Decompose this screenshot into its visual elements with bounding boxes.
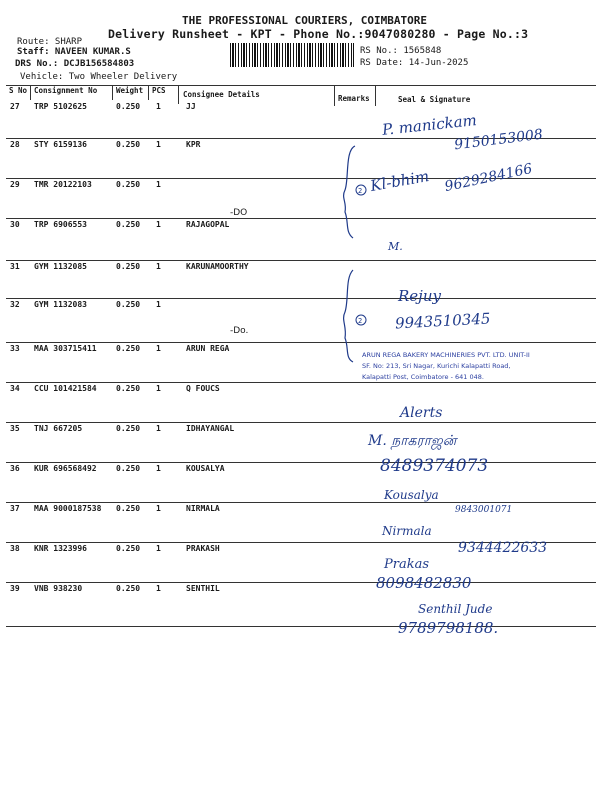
row-separator bbox=[6, 422, 596, 423]
phone-handwritten: 8098482830 bbox=[376, 574, 472, 592]
row-separator bbox=[6, 342, 596, 343]
row-separator bbox=[6, 502, 596, 503]
col-consignee: Consignee Details bbox=[183, 90, 260, 99]
cell-name: RAJAGOPAL bbox=[186, 220, 230, 229]
row-separator bbox=[6, 298, 596, 299]
cell-pcs: 1 bbox=[156, 220, 161, 229]
signature: P. manickam bbox=[381, 111, 478, 139]
cell-wt: 0.250 bbox=[116, 544, 141, 553]
cell-cons: MAA 9000187538 bbox=[34, 504, 102, 513]
cell-sno: 34 bbox=[10, 384, 20, 393]
row-separator bbox=[6, 218, 596, 219]
cell-pcs: 1 bbox=[156, 344, 161, 353]
cell-cons: TRP 5102625 bbox=[34, 102, 87, 111]
cell-name: SENTHIL bbox=[186, 584, 220, 593]
signature: Prakas bbox=[384, 557, 430, 572]
cell-pcs: 1 bbox=[156, 262, 161, 271]
cell-sno: 36 bbox=[10, 464, 20, 473]
cell-name: KPR bbox=[186, 140, 201, 149]
cell-sno: 29 bbox=[10, 180, 20, 189]
col-weight: Weight bbox=[116, 86, 144, 95]
phone-handwritten: 9150153008 bbox=[453, 126, 544, 154]
signature: Rejuy bbox=[398, 287, 441, 305]
cell-cons: TNJ 667205 bbox=[34, 424, 83, 433]
cell-name: KOUSALYA bbox=[186, 464, 225, 473]
signature: Nirmala bbox=[382, 524, 432, 538]
ditto-mark: -Do. bbox=[230, 326, 249, 336]
signature: M. bbox=[388, 240, 403, 253]
col-sno: S No bbox=[9, 86, 28, 95]
row-separator bbox=[6, 582, 596, 583]
cell-sno: 38 bbox=[10, 544, 20, 553]
cell-pcs: 1 bbox=[156, 464, 161, 473]
cell-wt: 0.250 bbox=[116, 262, 141, 271]
col-consignment: Consignment No bbox=[34, 86, 98, 95]
cell-name: NIRMALA bbox=[186, 504, 220, 513]
runsheet-title: Delivery Runsheet - KPT - Phone No.:9047080280 - Page No.:3 bbox=[108, 27, 529, 41]
stamp-line: SF. No: 213, Sri Nagar, Kurichi Kalapatti Road, bbox=[362, 362, 511, 370]
signature: M. நாகராஜன் bbox=[368, 433, 457, 449]
stamp-line: ARUN REGA BAKERY MACHINERIES PVT. LTD. UNIT-II bbox=[362, 351, 530, 359]
cell-cons: GYM 1132083 bbox=[34, 300, 87, 309]
ditto-mark: -DO bbox=[230, 208, 248, 218]
cell-cons: GYM 1132085 bbox=[34, 262, 87, 271]
col-seal: Seal & Signature bbox=[398, 95, 471, 104]
phone-handwritten: 9843001071 bbox=[455, 505, 513, 515]
cell-sno: 28 bbox=[10, 140, 20, 149]
cell-name: JJ bbox=[186, 102, 196, 111]
remarks-brace-marks bbox=[335, 140, 375, 370]
cell-sno: 27 bbox=[10, 102, 20, 111]
cell-name: ARUN REGA bbox=[186, 344, 230, 353]
cell-cons: KNR 1323996 bbox=[34, 544, 87, 553]
cell-cons: TRP 6906553 bbox=[34, 220, 87, 229]
cell-wt: 0.250 bbox=[116, 584, 141, 593]
cell-pcs: 1 bbox=[156, 584, 161, 593]
rs-date: RS Date: 14-Jun-2025 bbox=[360, 58, 469, 68]
cell-wt: 0.250 bbox=[116, 180, 141, 189]
cell-pcs: 1 bbox=[156, 102, 161, 111]
row-separator bbox=[6, 626, 596, 627]
phone-handwritten: 8489374073 bbox=[380, 456, 489, 476]
cell-sno: 30 bbox=[10, 220, 20, 229]
staff: Staff: NAVEEN KUMAR.S bbox=[17, 47, 131, 57]
cell-pcs: 1 bbox=[156, 544, 161, 553]
cell-pcs: 1 bbox=[156, 180, 161, 189]
col-remarks: Remarks bbox=[338, 94, 370, 103]
signature: Senthil Jude bbox=[418, 602, 493, 616]
cell-cons: MAA 303715411 bbox=[34, 344, 97, 353]
cell-pcs: 1 bbox=[156, 504, 161, 513]
row-separator bbox=[6, 462, 596, 463]
cell-sno: 39 bbox=[10, 584, 20, 593]
company-name: THE PROFESSIONAL COURIERS, COIMBATORE bbox=[182, 14, 428, 27]
cell-wt: 0.250 bbox=[116, 344, 141, 353]
cell-name: Q FOUCS bbox=[186, 384, 220, 393]
vehicle: Vehicle: Two Wheeler Delivery bbox=[20, 72, 178, 82]
cell-sno: 32 bbox=[10, 300, 20, 309]
stamp-line: Kalapatti Post, Coimbatore - 641 048. bbox=[362, 373, 484, 381]
cell-wt: 0.250 bbox=[116, 220, 141, 229]
cell-wt: 0.250 bbox=[116, 102, 141, 111]
phone-handwritten: 9789798188. bbox=[398, 619, 499, 637]
phone-handwritten: 9344422633 bbox=[458, 540, 548, 556]
cell-pcs: 1 bbox=[156, 384, 161, 393]
cell-wt: 0.250 bbox=[116, 424, 141, 433]
cell-name: KARUNAMOORTHY bbox=[186, 262, 249, 271]
barcode bbox=[230, 43, 354, 67]
cell-wt: 0.250 bbox=[116, 504, 141, 513]
rs-number: RS No.: 1565848 bbox=[360, 46, 442, 56]
svg-text:2: 2 bbox=[358, 187, 363, 195]
cell-wt: 0.250 bbox=[116, 140, 141, 149]
cell-cons: CCU 101421584 bbox=[34, 384, 97, 393]
cell-sno: 35 bbox=[10, 424, 20, 433]
signature: Kousalya bbox=[384, 488, 439, 502]
cell-sno: 31 bbox=[10, 262, 20, 271]
signature: Alerts bbox=[400, 405, 443, 421]
col-pcs: PCS bbox=[152, 86, 166, 95]
phone-handwritten: 9943510345 bbox=[394, 309, 491, 333]
cell-cons: KUR 696568492 bbox=[34, 464, 97, 473]
cell-cons: TMR 20122103 bbox=[34, 180, 92, 189]
drs-number: DRS No.: DCJB156584803 bbox=[15, 59, 135, 69]
cell-pcs: 1 bbox=[156, 140, 161, 149]
cell-cons: STY 6159136 bbox=[34, 140, 87, 149]
row-separator bbox=[6, 260, 596, 261]
cell-name: PRAKASH bbox=[186, 544, 220, 553]
cell-wt: 0.250 bbox=[116, 464, 141, 473]
phone-handwritten: 9629284166 bbox=[443, 160, 534, 196]
cell-pcs: 1 bbox=[156, 300, 161, 309]
signature: Kl-bhim bbox=[368, 166, 431, 196]
cell-pcs: 1 bbox=[156, 424, 161, 433]
cell-wt: 0.250 bbox=[116, 384, 141, 393]
company-stamp bbox=[362, 350, 542, 383]
cell-name: IDHAYANGAL bbox=[186, 424, 235, 433]
cell-sno: 37 bbox=[10, 504, 20, 513]
svg-text:2: 2 bbox=[358, 317, 363, 325]
route: Route: SHARP bbox=[17, 37, 83, 47]
cell-wt: 0.250 bbox=[116, 300, 141, 309]
cell-cons: VNB 938230 bbox=[34, 584, 83, 593]
cell-sno: 33 bbox=[10, 344, 20, 353]
